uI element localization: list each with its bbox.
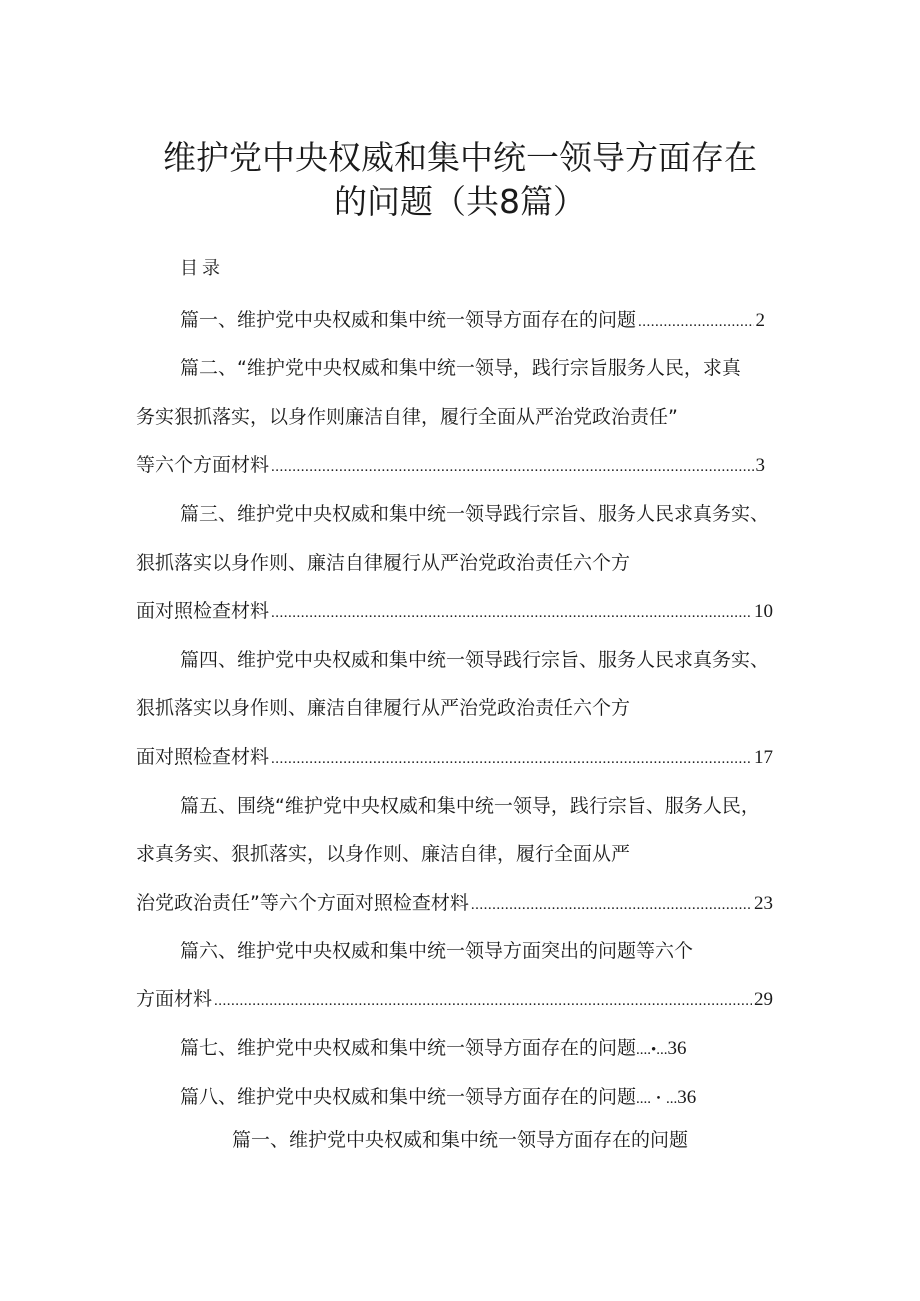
toc-entry-5-line-3: 治党政治责任”等六个方面对照检查材料 <box>136 892 469 914</box>
toc-leader-dots <box>271 745 752 773</box>
toc-entry-1-page: 2 <box>755 310 765 331</box>
toc-entry-4-line-2[interactable]: 狠抓落实以身作则、廉洁自律履行从严治党政治责任六个方 <box>136 697 631 719</box>
toc-entry-6-line-1[interactable]: 篇六、维护党中央权威和集中统一领导方面突出的问题等六个 <box>180 940 694 962</box>
toc-entry-2-page: 3 <box>755 455 765 476</box>
toc-entry-2-line-3: 等六个方面材料 <box>136 454 270 476</box>
section-heading: 篇一、维护党中央权威和集中统一领导方面存在的问题 <box>231 1129 688 1151</box>
toc-entry-4-line-1[interactable]: 篇四、维护党中央权威和集中统一领导践行宗旨、服务人民求真务实、 <box>180 649 770 671</box>
toc-entry-1[interactable] <box>180 306 765 336</box>
toc-entry-7-title: 篇七、维护党中央权威和集中统一领导方面存在的问题 <box>180 1037 637 1059</box>
toc-leader-dots <box>214 987 752 1015</box>
toc-entry-8-leader: ....・... <box>636 1091 678 1107</box>
toc-entry-5-line-2[interactable]: 求真务实、狠抓落实，以身作则、廉洁自律，履行全面从严 <box>136 843 631 865</box>
document-title-line-2: 的问题（共8篇） <box>334 182 586 221</box>
toc-entry-2[interactable] <box>136 451 765 481</box>
toc-entry-4[interactable] <box>136 743 773 773</box>
toc-leader-dots <box>271 599 752 627</box>
toc-entry-7-leader: ....•... <box>636 1042 668 1058</box>
toc-entry-7[interactable] <box>180 1034 687 1064</box>
toc-entry-8-page: 36 <box>677 1087 697 1108</box>
toc-entry-3-line-3: 面对照检查材料 <box>136 600 270 622</box>
toc-entry-4-page: 17 <box>754 747 773 768</box>
toc-entry-5[interactable] <box>136 889 773 919</box>
toc-entry-1-title: 篇一、维护党中央权威和集中统一领导方面存在的问题 <box>180 309 637 331</box>
toc-entry-2-line-2[interactable]: 务实狠抓落实，以身作则廉洁自律，履行全面从严治党政治责任” <box>136 406 678 428</box>
document-title-line-1: 维护党中央权威和集中统一领导方面存在 <box>163 138 757 177</box>
toc-entry-8-title: 篇八、维护党中央权威和集中统一领导方面存在的问题 <box>180 1086 637 1108</box>
toc-entry-3-line-2[interactable]: 狠抓落实以身作则、廉洁自律履行从严治党政治责任六个方 <box>136 552 631 574</box>
toc-heading: 目录 <box>180 258 224 279</box>
toc-entry-3-line-1[interactable]: 篇三、维护党中央权威和集中统一领导践行宗旨、服务人民求真务实、 <box>180 503 770 525</box>
toc-leader-dots <box>271 453 753 481</box>
toc-leader-dots <box>638 308 753 336</box>
toc-entry-2-line-1[interactable]: 篇二、“维护党中央权威和集中统一领导，践行宗旨服务人民，求真 <box>180 357 741 379</box>
toc-entry-5-line-1[interactable]: 篇五、围绕“维护党中央权威和集中统一领导，践行宗旨、服务人民， <box>180 795 760 817</box>
toc-entry-7-page: 36 <box>667 1038 687 1059</box>
toc-entry-3-page: 10 <box>754 601 773 622</box>
toc-leader-dots <box>471 891 752 919</box>
toc-entry-6[interactable] <box>136 985 773 1015</box>
toc-entry-6-page: 29 <box>754 989 773 1010</box>
toc-entry-4-line-3: 面对照检查材料 <box>136 746 270 768</box>
toc-entry-6-line-2: 方面材料 <box>136 988 213 1010</box>
toc-entry-3[interactable] <box>136 597 773 627</box>
toc-entry-8[interactable] <box>180 1083 696 1113</box>
toc-entry-5-page: 23 <box>754 893 773 914</box>
